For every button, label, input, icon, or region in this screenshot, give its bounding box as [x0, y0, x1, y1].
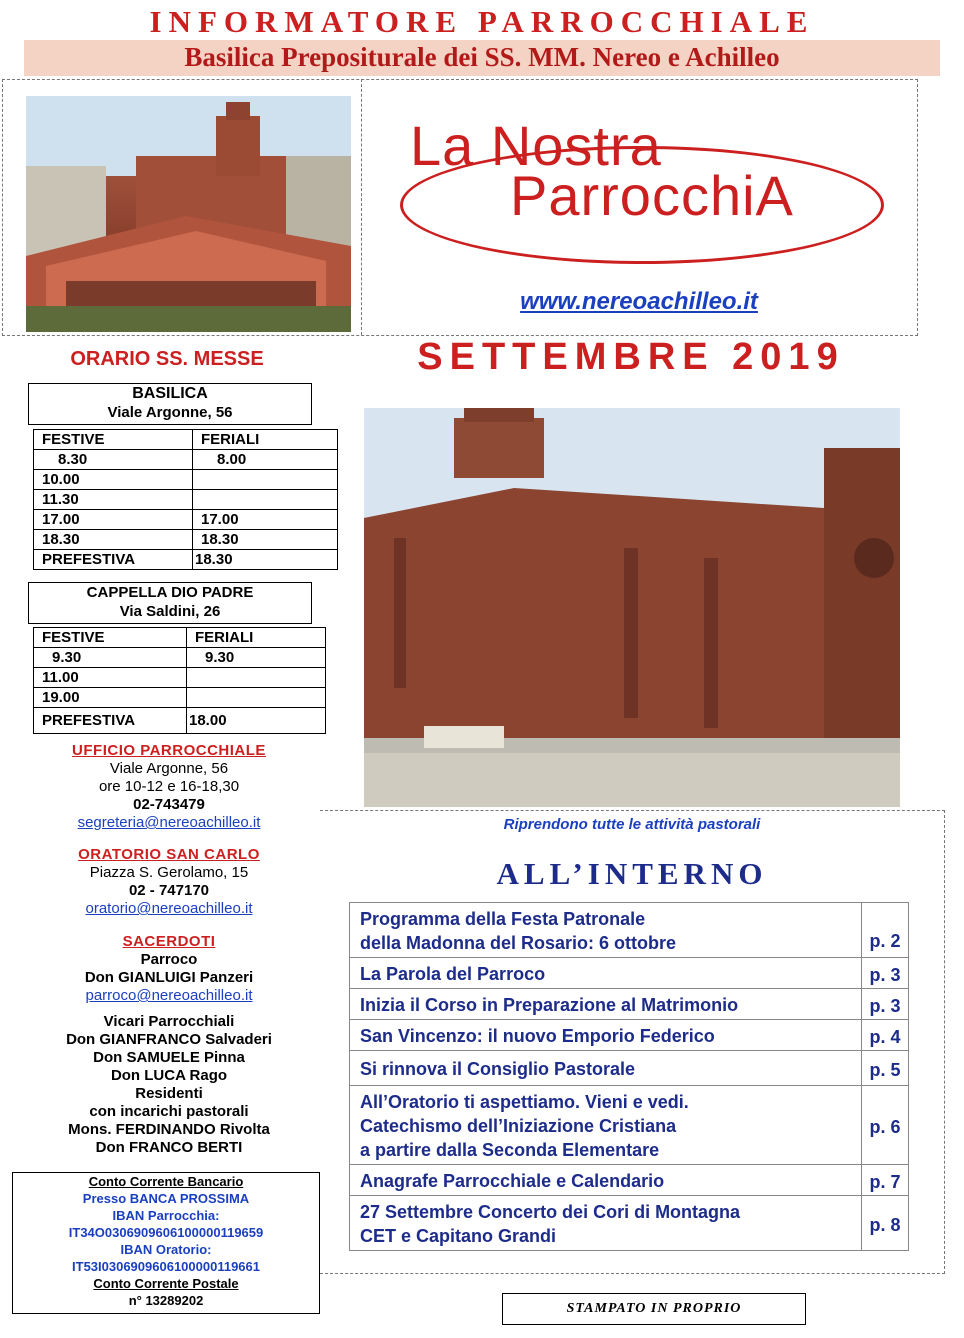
- basilica-name: BASILICA: [132, 385, 208, 402]
- parish-office-block: [0, 742, 338, 832]
- website-link[interactable]: www.nereoachilleo.it: [520, 288, 758, 315]
- table-row[interactable]: [350, 1051, 909, 1086]
- bank-account-box: [12, 1172, 320, 1314]
- parish-office-email[interactable]: segreteria@nereoachilleo.it: [77, 814, 261, 831]
- table-row: 10.00: [34, 470, 338, 490]
- basilica-header: [28, 383, 312, 425]
- toc-page: p. 5: [862, 1051, 909, 1086]
- printed-in-house-note: STAMPATO IN PROPRIO: [502, 1293, 806, 1325]
- vicario-name: Don GIANFRANCO Salvaderi: [66, 1031, 272, 1048]
- basilica-courtyard-illustration: [364, 408, 900, 807]
- table-row: [34, 628, 326, 648]
- priests-block: [0, 933, 338, 1157]
- residenti-label: Residenti: [135, 1085, 203, 1102]
- toc-entry: Inizia il Corso in Preparazione al Matrimonio: [350, 989, 862, 1020]
- newsletter-title: INFORMATORE PARROCCHIALE: [149, 4, 815, 39]
- basilica-subtitle: Basilica Prepositurale dei SS. MM. Nereo e Achilleo: [184, 42, 780, 72]
- toc-entry: San Vincenzo: il nuovo Emporio Federico: [350, 1020, 862, 1051]
- basilica-mass-table: [33, 429, 338, 570]
- toc-entry: All’Oratorio ti aspettiamo. Vieni e vedi. Catechismo dell’Iniziazione Cristiana a partire dalla Seconda Elementare: [350, 1086, 862, 1165]
- contents-table: [349, 902, 909, 1251]
- iban-parish: IT34O0306909606100000119659: [68, 1225, 264, 1240]
- vicario-name: Don SAMUELE Pinna: [93, 1049, 245, 1066]
- table-row[interactable]: [350, 1086, 909, 1165]
- festive-header: FESTIVE: [34, 430, 193, 450]
- parish-office-address: Viale Argonne, 56: [109, 760, 229, 777]
- cappella-mass-table: [33, 627, 326, 734]
- residente-name: Don FRANCO BERTI: [95, 1139, 243, 1156]
- table-row: 17.00 17.00: [34, 510, 338, 530]
- bank-title: Conto Corrente Bancario: [88, 1174, 244, 1189]
- oratory-address: Piazza S. Gerolamo, 15: [89, 864, 249, 881]
- postal-number: n° 13289202: [128, 1293, 204, 1308]
- feriali-header: FERIALI: [187, 628, 326, 648]
- issue-month: SETTEMBRE 2019: [417, 336, 845, 378]
- iban-oratory: IT53I0306909606100000119661: [72, 1259, 260, 1274]
- contents-title: ALL’INTERNO: [496, 856, 768, 891]
- toc-page: p. 7: [862, 1165, 909, 1196]
- table-row: [34, 430, 338, 450]
- residente-name: Mons. FERDINANDO Rivolta: [68, 1121, 270, 1138]
- logo-text-line2: ParrocchiA: [510, 164, 794, 227]
- logo-text-line1: La Nostra: [410, 114, 662, 177]
- toc-entry: Programma della Festa Patronale della Madonna del Rosario: 6 ottobre: [350, 903, 862, 958]
- table-row[interactable]: [350, 1020, 909, 1051]
- parroco-email[interactable]: parroco@nereoachilleo.it: [85, 987, 253, 1004]
- parish-office-title: UFFICIO PARROCCHIALE: [72, 742, 266, 759]
- vicario-name: Don LUCA Rago: [110, 1067, 228, 1084]
- table-row: 19.00: [34, 688, 326, 708]
- parroco-name: Don GIANLUIGI Panzeri: [84, 969, 254, 986]
- oratory-email[interactable]: oratorio@nereoachilleo.it: [85, 900, 253, 917]
- festive-header: FESTIVE: [34, 628, 187, 648]
- table-row[interactable]: [350, 989, 909, 1020]
- table-row: PREFESTIVA 18.30: [34, 550, 338, 570]
- cappella-header: [28, 582, 312, 624]
- priests-title: SACERDOTI: [122, 933, 216, 950]
- toc-page: p. 8: [862, 1196, 909, 1251]
- table-row: 11.30: [34, 490, 338, 510]
- table-row: 18.30 18.30: [34, 530, 338, 550]
- vicari-label: Vicari Parrocchiali: [103, 1013, 235, 1030]
- residenti-sub: con incarichi pastorali: [89, 1103, 249, 1120]
- feriali-header: FERIALI: [193, 430, 338, 450]
- parish-office-phone: 02-743479: [133, 796, 205, 813]
- basilica-address: Viale Argonne, 56: [107, 404, 233, 421]
- toc-entry: Anagrafe Parrocchiale e Calendario: [350, 1165, 862, 1196]
- oratory-block: [0, 846, 338, 918]
- bank-name: Presso BANCA PROSSIMA: [82, 1191, 250, 1206]
- toc-entry: 27 Settembre Concerto dei Cori di Montagna CET e Capitano Grandi: [350, 1196, 862, 1251]
- postal-title: Conto Corrente Postale: [93, 1276, 239, 1291]
- table-row[interactable]: [350, 1196, 909, 1251]
- toc-page: p. 2: [862, 903, 909, 958]
- table-row: 11.00: [34, 668, 326, 688]
- toc-page: p. 4: [862, 1020, 909, 1051]
- toc-page: p. 3: [862, 958, 909, 989]
- table-row[interactable]: [350, 1165, 909, 1196]
- toc-page: p. 6: [862, 1086, 909, 1165]
- oratory-phone: 02 - 747170: [128, 882, 210, 899]
- table-row: 9.30 9.30: [34, 648, 326, 668]
- cappella-name: CAPPELLA DIO PADRE: [86, 584, 254, 601]
- toc-entry: Si rinnova il Consiglio Pastorale: [350, 1051, 862, 1086]
- basilica-aerial-illustration: [26, 96, 351, 332]
- iban-oratory-label: IBAN Oratorio:: [120, 1242, 212, 1257]
- iban-parish-label: IBAN Parrocchia:: [112, 1208, 220, 1223]
- table-row: 8.30 8.00: [34, 450, 338, 470]
- cappella-address: Via Saldini, 26: [119, 603, 221, 620]
- mass-schedule-title: ORARIO SS. MESSE: [70, 348, 264, 370]
- parish-office-hours: ore 10-12 e 16-18,30: [98, 778, 240, 795]
- oratory-title: ORATORIO SAN CARLO: [78, 846, 260, 863]
- basilica-aerial-photo: [26, 96, 351, 332]
- photo-caption: Riprendono tutte le attività pastorali: [503, 816, 761, 833]
- basilica-photo: [364, 408, 900, 807]
- toc-entry: La Parola del Parroco: [350, 958, 862, 989]
- table-row: PREFESTIVA 18.00: [34, 708, 326, 734]
- toc-page: p. 3: [862, 989, 909, 1020]
- parroco-label: Parroco: [140, 951, 198, 968]
- table-row[interactable]: [350, 958, 909, 989]
- table-row[interactable]: [350, 903, 909, 958]
